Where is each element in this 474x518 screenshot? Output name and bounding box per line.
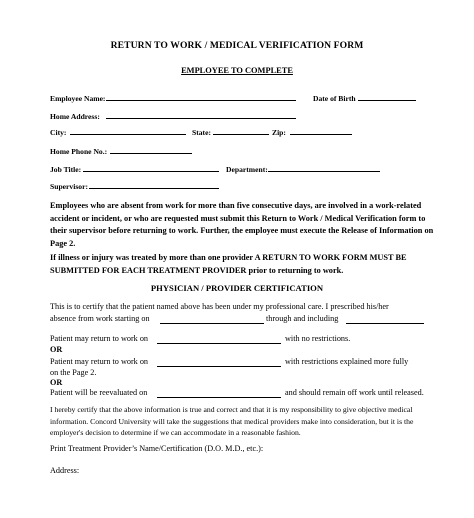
- cert-line-2-start: absence from work starting on: [50, 314, 150, 323]
- city-label: City:: [50, 128, 67, 137]
- notice-consecutive-days: Employees who are absent from work for more than five consecutive days, are involved in a work-related accident or incident, or who are requested must submit this Return to Work / Medical Verification form to their supervisor before returning to work. Further, the employee must execute the Release of Information on Page 2.: [50, 201, 434, 248]
- state-label: State:: [192, 128, 211, 137]
- cert-line-1: This is to certify that the patient named above has been under my professional care. I prescribed his/her: [50, 302, 389, 311]
- return-no-restrictions-date-field[interactable]: [157, 343, 281, 344]
- date-of-birth-label: Date of Birth: [313, 94, 356, 103]
- home-address-field[interactable]: [106, 118, 296, 119]
- return-with-restrictions-suffix: with restrictions explained more fully: [285, 357, 409, 366]
- state-field[interactable]: [213, 134, 269, 135]
- supervisor-field[interactable]: [89, 188, 219, 189]
- job-title-field[interactable]: [83, 171, 219, 172]
- return-with-restrictions-label: Patient may return to work on: [50, 357, 149, 366]
- reevaluated-suffix: and should remain off work until released.: [285, 388, 424, 397]
- absence-end-field[interactable]: [346, 323, 424, 324]
- employee-section-text: EMPLOYEE TO COMPLETE: [181, 66, 293, 75]
- cert-line-2-end: through and including: [266, 314, 339, 323]
- zip-field[interactable]: [290, 134, 352, 135]
- return-no-restrictions-label: Patient may return to work on: [50, 334, 149, 343]
- return-with-restrictions-date-field[interactable]: [157, 366, 281, 367]
- address-label: Address:: [50, 466, 80, 475]
- employee-section-heading: [0, 66, 474, 75]
- supervisor-label: Supervisor:: [50, 182, 88, 191]
- physician-section-heading: PHYSICIAN / PROVIDER CERTIFICATION: [150, 283, 324, 293]
- form-title: RETURN TO WORK / MEDICAL VERIFICATION FORM: [110, 40, 364, 51]
- employee-name-field[interactable]: [106, 100, 296, 101]
- date-of-birth-field[interactable]: [358, 100, 416, 101]
- job-title-label: Job Title:: [50, 165, 82, 174]
- home-phone-field[interactable]: [110, 153, 192, 154]
- department-label: Department:: [226, 165, 268, 174]
- return-with-restrictions-page-ref: on the Page 2.: [50, 368, 97, 377]
- print-provider-name-label: Print Treatment Provider’s Name/Certification (D.O. M.D., etc.):: [50, 444, 264, 453]
- return-no-restrictions-suffix: with no restrictions.: [285, 334, 351, 343]
- reevaluation-date-field[interactable]: [157, 397, 281, 398]
- employee-name-label: Employee Name:: [50, 94, 106, 103]
- department-field[interactable]: [268, 171, 380, 172]
- absence-start-field[interactable]: [160, 323, 264, 324]
- home-address-label: Home Address:: [50, 112, 100, 121]
- city-field[interactable]: [70, 134, 186, 135]
- notice-multiple-providers: If illness or injury was treated by more than one provider A RETURN TO WORK FORM MUST BE SUBMITTED FOR EACH TREATMENT PROVIDER prior to returning to work.: [50, 253, 407, 275]
- or-divider-2: OR: [50, 378, 63, 387]
- certify-statement: I hereby certify that the above information is true and correct and that it is my responsibility to give objective medical information. Concord University will take the suggestions that medical providers make into consideration, but it is the employer's decision to determine if we can accommodate in a reasonable fashion.: [50, 405, 414, 438]
- zip-label: Zip:: [272, 128, 286, 137]
- home-phone-label: Home Phone No.:: [50, 147, 108, 156]
- or-divider-1: OR: [50, 345, 63, 354]
- reevaluated-label: Patient will be reevaluated on: [50, 388, 148, 397]
